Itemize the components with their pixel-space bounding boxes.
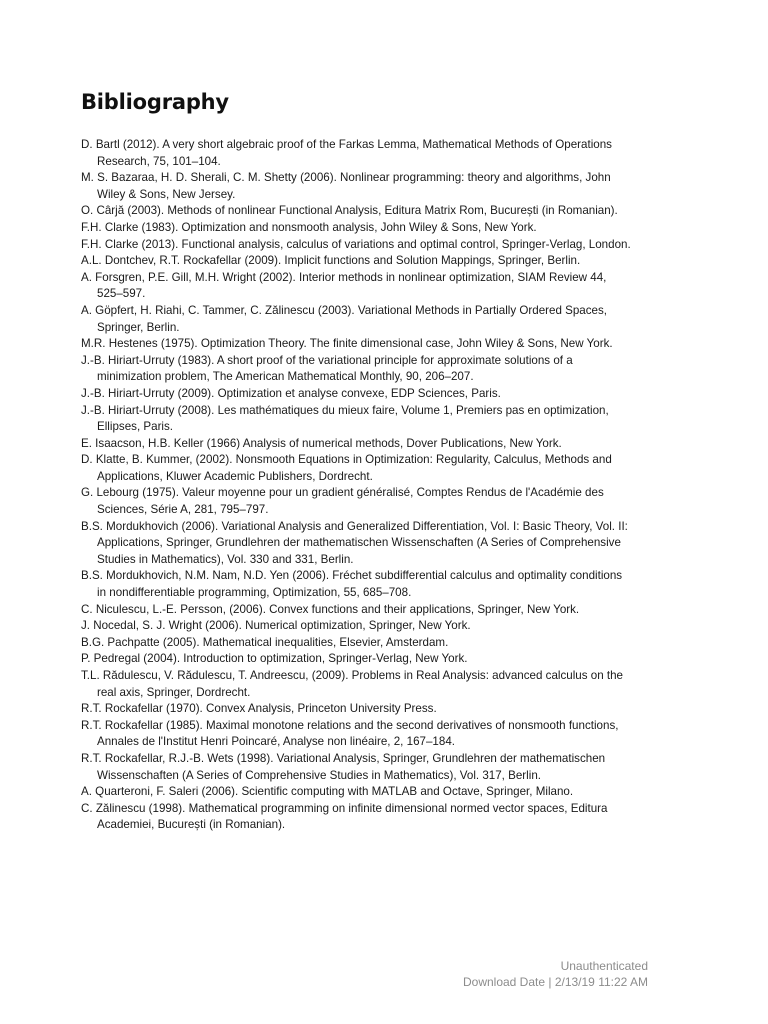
reference-entry: C. Niculescu, L.-E. Persson, (2006). Convex functions and their applications, Springer, New York. xyxy=(81,602,580,616)
reference-entry: A. Quarteroni, F. Saleri (2006). Scientific computing with MATLAB and Octave, Springer, Milano. xyxy=(81,785,574,799)
reference-entry: O. Cârjă (2003). Methods of nonlinear Functional Analysis, Editura Matrix Rom, București (in Romanian). xyxy=(81,204,618,218)
reference-entry: R.T. Rockafellar, R.J.-B. Wets (1998). Variational Analysis, Springer, Grundlehren der mathematischen Wissenschaften (A Series of Comprehensive Studies in Mathematics), Vol. 317, Berlin. xyxy=(81,751,606,782)
reference-entry: A. Göpfert, H. Riahi, C. Tammer, C. Zălinescu (2003). Variational Methods in Partially Ordered Spaces, Springer, Berlin. xyxy=(81,303,608,334)
reference-entry: F.H. Clarke (2013). Functional analysis, calculus of variations and optimal control, Springer-Verlag, London. xyxy=(81,237,631,251)
reference-entry: G. Lebourg (1975). Valeur moyenne pour un gradient généralisé, Comptes Rendus de l'Académie des Sciences, Série A, 281, 795–797. xyxy=(81,486,604,517)
auth-status: Unauthenticated xyxy=(560,959,648,973)
reference-entry: C. Zălinescu (1998). Mathematical programming on infinite dimensional normed vector spaces, Editura Academiei, București (in Romanian). xyxy=(81,801,608,832)
reference-entry: D. Bartl (2012). A very short algebraic proof of the Farkas Lemma, Mathematical Methods of Operations Research, 75, 101–104. xyxy=(81,138,612,168)
download-footer xyxy=(463,959,648,990)
reference-entry: A.L. Dontchev, R.T. Rockafellar (2009). Implicit functions and Solution Mappings, Springer, Berlin. xyxy=(81,254,581,268)
reference-entry: P. Pedregal (2004). Introduction to optimization, Springer-Verlag, New York. xyxy=(81,652,468,666)
page-title: Bibliography xyxy=(81,90,229,114)
reference-entry: M.R. Hestenes (1975). Optimization Theory. The finite dimensional case, John Wiley & Sons, New York. xyxy=(81,337,613,351)
reference-entry: M. S. Bazaraa, H. D. Sherali, C. M. Shetty (2006). Nonlinear programming: theory and algorithms, John Wiley & Sons, New Jersey. xyxy=(81,171,611,201)
reference-entry: R.T. Rockafellar (1985). Maximal monotone relations and the second derivatives of nonsmooth functions, Annales de l'Institut Henri Poincaré, Analyse non linéaire, 2, 167–184. xyxy=(81,718,619,749)
reference-entry: B.S. Mordukhovich, N.M. Nam, N.D. Yen (2006). Fréchet subdifferential calculus and optimality conditions in nondifferentiable programming, Optimization, 55, 685–708. xyxy=(81,569,623,600)
reference-entry: J.-B. Hiriart-Urruty (2009). Optimization et analyse convexe, EDP Sciences, Paris. xyxy=(81,386,501,400)
reference-entry: E. Isaacson, H.B. Keller (1966) Analysis of numerical methods, Dover Publications, New York. xyxy=(81,436,562,450)
reference-entry: R.T. Rockafellar (1970). Convex Analysis, Princeton University Press. xyxy=(81,702,437,716)
reference-entry: D. Klatte, B. Kummer, (2002). Nonsmooth Equations in Optimization: Regularity, Calculus, Methods and Applications, Kluwer Academic Publishers, Dordrecht. xyxy=(81,453,612,483)
download-date: Download Date | 2/13/19 11:22 AM xyxy=(462,974,648,989)
reference-entry: B.S. Mordukhovich (2006). Variational Analysis and Generalized Differentiation, Vol. I: Basic Theory, Vol. II: Applications, Springer, Grundlehren der mathematischen Wissenschaften (A Series of Comprehensive Studies in Mathematics), Vol. 330 and 331, Berlin. xyxy=(81,519,628,566)
reference-entry: J.-B. Hiriart-Urruty (1983). A short proof of the variational principle for approximate solutions of a minimization problem, The American Mathematical Monthly, 90, 206–207. xyxy=(81,353,573,384)
reference-list xyxy=(81,137,633,834)
reference-entry: J. Nocedal, S. J. Wright (2006). Numerical optimization, Springer, New York. xyxy=(81,619,471,633)
reference-entry: J.-B. Hiriart-Urruty (2008). Les mathématiques du mieux faire, Volume 1, Premiers pas en optimization, Ellipses, Paris. xyxy=(81,403,609,434)
reference-entry: F.H. Clarke (1983). Optimization and nonsmooth analysis, John Wiley & Sons, New York. xyxy=(81,220,537,234)
reference-entry: A. Forsgren, P.E. Gill, M.H. Wright (2002). Interior methods in nonlinear optimization, SIAM Review 44, 525–597. xyxy=(81,270,607,301)
reference-entry: B.G. Pachpatte (2005). Mathematical inequalities, Elsevier, Amsterdam. xyxy=(81,635,449,649)
reference-entry: T.L. Rădulescu, V. Rădulescu, T. Andreescu, (2009). Problems in Real Analysis: advanced calculus on the real axis, Springer, Dordrecht. xyxy=(81,669,623,699)
